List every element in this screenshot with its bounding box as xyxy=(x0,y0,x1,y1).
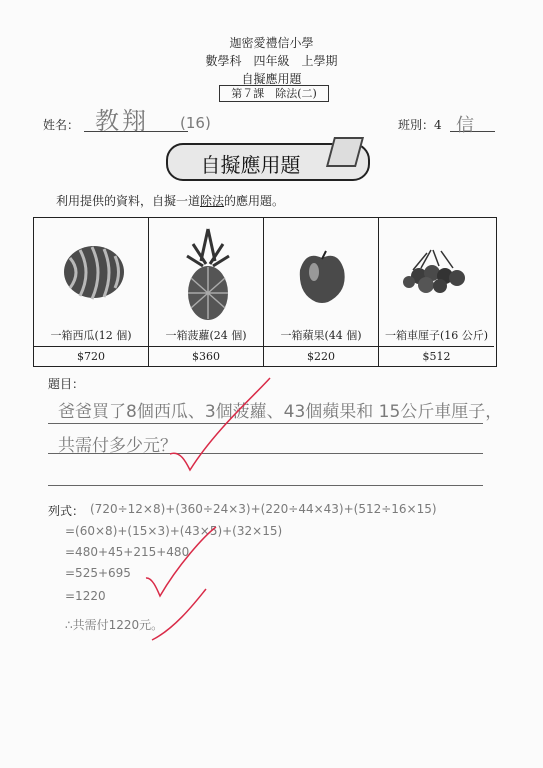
working-line: =525+695 xyxy=(65,566,131,580)
product-price: $220 xyxy=(264,346,378,367)
question-text: 爸爸買了8個西瓜、3個菠蘿、43個蘋果和 15公斤車厘子， xyxy=(58,402,503,422)
product-cell-pineapple xyxy=(149,218,264,366)
working-line: =1220 xyxy=(65,589,106,603)
class-label: 班別：4 xyxy=(398,118,442,132)
product-price: $512 xyxy=(379,346,494,367)
product-table xyxy=(33,217,497,367)
instruction-before: 利用提供的資料，自擬一道 xyxy=(56,194,201,208)
school-name: 迦密愛禮信小學 xyxy=(229,36,314,50)
eraser-icon xyxy=(326,137,364,167)
banner-title: 自擬應用題 xyxy=(200,153,301,177)
question-text: 共需付多少元？ xyxy=(58,436,177,456)
apple-icon xyxy=(296,250,348,304)
instruction-after: 的應用題。 xyxy=(224,194,285,208)
product-price: $360 xyxy=(149,346,263,367)
product-name: 一箱菠蘿(24 個) xyxy=(165,329,247,342)
product-name: 一箱西瓜(12 個) xyxy=(50,329,132,342)
answer-line xyxy=(48,423,483,424)
pineapple-icon xyxy=(183,226,233,322)
formula-label: 列式： xyxy=(48,504,85,518)
worksheet-title: 自擬應用題 xyxy=(241,72,302,86)
subject-grade: 數學科 四年級 上學期 xyxy=(205,54,338,68)
answer-line xyxy=(48,485,483,486)
working-line: (720÷12×8)+(360÷24×3)+(220÷44×43)+(512÷16×15) xyxy=(90,502,437,516)
cherries-icon xyxy=(401,248,473,294)
class-value: 信 xyxy=(456,115,474,136)
instruction xyxy=(56,192,284,209)
working-line: =(60×8)+(15×3)+(43×5)+(32×15) xyxy=(65,524,283,538)
product-name: 一箱車厘子(16 公斤) xyxy=(384,329,489,342)
watermelon-icon xyxy=(62,242,127,300)
product-cell-cherries xyxy=(379,218,494,366)
name-label: 姓名： xyxy=(43,118,80,132)
lesson-box: 第７課 除法(二) xyxy=(219,85,329,102)
product-name: 一箱蘋果(44 個) xyxy=(280,329,362,342)
product-cell-apple xyxy=(264,218,379,366)
banner xyxy=(166,143,370,181)
working-line: =480+45+215+480 xyxy=(65,545,190,559)
question-label: 題目： xyxy=(48,377,85,391)
student-name: 教翔 xyxy=(95,107,149,135)
instruction-emphasis: 除法 xyxy=(200,194,225,208)
product-price: $720 xyxy=(34,346,148,367)
student-number: (16) xyxy=(180,114,211,132)
check-mark-icon xyxy=(170,378,270,470)
product-cell-watermelon xyxy=(34,218,149,366)
working-line: ∴共需付1220元。 xyxy=(65,618,164,632)
